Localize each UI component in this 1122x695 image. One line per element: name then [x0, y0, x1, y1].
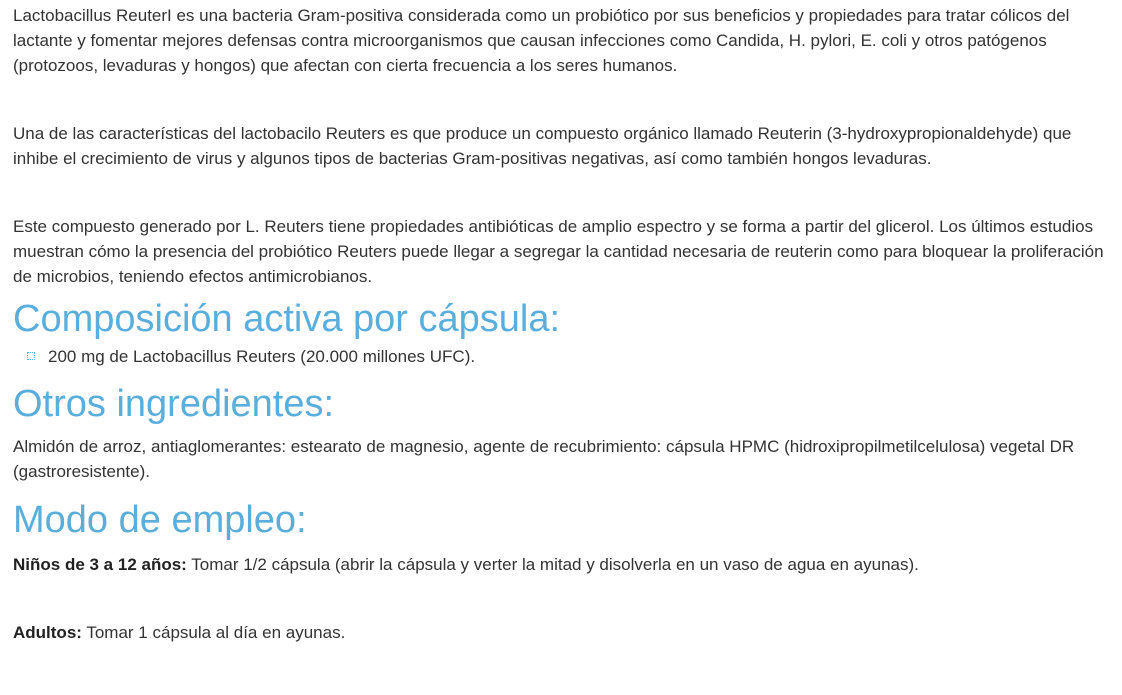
dotted-square-bullet-icon — [27, 352, 35, 360]
usage-heading: Modo de empleo: — [13, 499, 307, 541]
composition-list — [13, 344, 1113, 369]
usage-adults-text: Tomar 1 cápsula al día en ayunas. — [81, 623, 346, 642]
usage-children-label: Niños de 3 a 12 años: — [13, 555, 187, 574]
usage-children — [13, 552, 1113, 577]
ingredients-text: Almidón de arroz, antiaglomerantes: estearato de magnesio, agente de recubrimiento: cápsula HPMC (hidroxipropilmetilcelulosa) vegetal DR (gastroresistente). — [13, 437, 1075, 481]
ingredients-heading: Otros ingredientes: — [13, 383, 335, 425]
list-item — [13, 344, 1113, 369]
composition-heading: Composición activa por cápsula: — [13, 298, 561, 340]
intro-paragraph-3: Este compuesto generado por L. Reuters tiene propiedades antibióticas de amplio espectro y se forma a partir del glicerol. Los últimos estudios muestran cómo la presencia del probiótico Reuters puede llegar a segregar la cantidad necesaria de reuterin como para bloquear la proliferación de microbios, teniendo efectos antimicrobianos. — [13, 217, 1104, 286]
usage-adults-label: Adultos: — [13, 623, 82, 642]
usage-adults — [13, 620, 1113, 645]
intro-paragraph-2: Una de las características del lactobacilo Reuters es que produce un compuesto orgánico llamado Reuterin (3-hydroxypropionaldehyde) que inhibe el crecimiento de virus y algunos tipos de bacterias Gram-positivas negativas, así como también hongos levaduras. — [13, 124, 1072, 168]
usage-children-text: Tomar 1/2 cápsula (abrir la cápsula y verter la mitad y disolverla en un vaso de agua en ayunas). — [186, 555, 919, 574]
intro-paragraph-1: Lactobacillus ReuterI es una bacteria Gram-positiva considerada como un probiótico por sus beneficios y propiedades para tratar cólicos del lactante y fomentar mejores defensas contra microorganismos que causan infecciones como Candida, H. pylori, E. coli y otros patógenos (protozoos, levaduras y hongos) que afectan con cierta frecuencia a los seres humanos. — [13, 6, 1070, 75]
product-description — [13, 3, 1113, 645]
composition-item-text: 200 mg de Lactobacillus Reuters (20.000 millones UFC). — [48, 347, 476, 366]
